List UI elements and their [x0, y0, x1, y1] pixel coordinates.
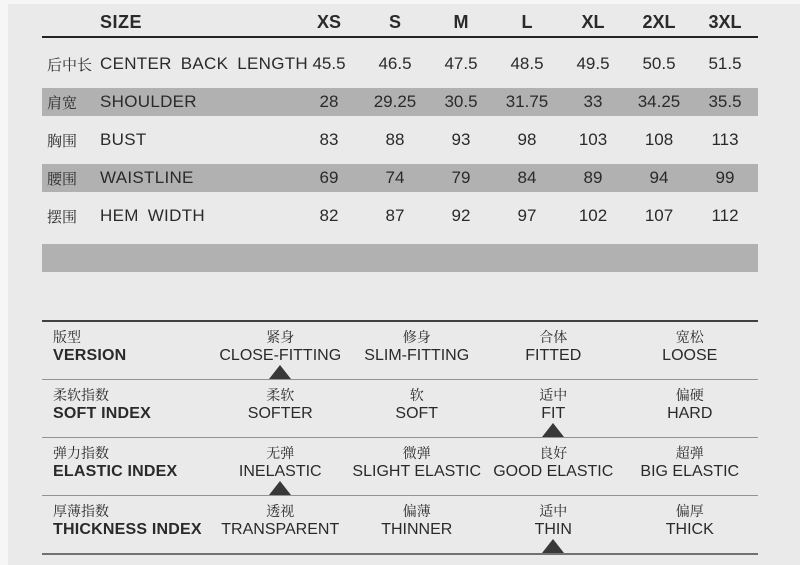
indicator-label: [42, 380, 212, 437]
option-cell: [349, 496, 486, 553]
option-cell: [212, 380, 349, 437]
size-value: 98: [517, 130, 537, 149]
size-value: 93: [451, 130, 471, 149]
size-value: 31.75: [505, 92, 549, 111]
option-cell: [485, 380, 622, 437]
column-header-m: M: [453, 11, 469, 32]
size-value: 34.25: [637, 92, 681, 111]
option-en: SOFT: [395, 405, 439, 422]
option-en: LOOSE: [662, 347, 718, 364]
option-cell: [485, 438, 622, 495]
indicator-label-zh: 柔软指数: [53, 387, 109, 403]
row-label-en: SHOULDER: [100, 92, 197, 111]
indicator-label-en: SOFT INDEX: [53, 405, 152, 422]
size-value: 82: [319, 206, 339, 225]
row-label-zh: 后中长: [47, 56, 93, 74]
size-value: 79: [451, 168, 471, 187]
option-zh: 紧身: [266, 329, 295, 345]
option-cell: [349, 322, 486, 379]
size-chart-table: [42, 8, 758, 272]
option-cell: [485, 496, 622, 553]
indicator-row-elastic-index: [42, 438, 758, 496]
option-zh: 良好: [539, 445, 568, 461]
size-value: 47.5: [444, 54, 478, 73]
size-value: 87: [385, 206, 405, 225]
size-row-waistline: [42, 164, 758, 192]
indicator-label-en: VERSION: [53, 347, 127, 364]
size-value: 30.5: [444, 92, 478, 111]
indicator-label: [42, 496, 212, 553]
size-value: 46.5: [378, 54, 412, 73]
size-value: 29.25: [373, 92, 417, 111]
selected-level-marker-icon: [542, 423, 564, 437]
size-value: 83: [319, 130, 339, 149]
row-label-en: WAISTLINE: [100, 168, 194, 187]
option-zh: 透视: [266, 503, 295, 519]
option-zh: 适中: [539, 387, 568, 403]
option-en: HARD: [667, 405, 713, 422]
row-label-en: HEM WIDTH: [100, 206, 205, 225]
option-en: GOOD ELASTIC: [493, 463, 614, 480]
size-row-bust: [42, 121, 758, 159]
option-cell: [349, 438, 486, 495]
size-value: 88: [385, 130, 405, 149]
option-en: THINNER: [381, 521, 453, 538]
option-en: TRANSPARENT: [221, 521, 340, 538]
size-value: 35.5: [708, 92, 742, 111]
indicator-label-en: THICKNESS INDEX: [53, 521, 202, 538]
option-en: CLOSE-FITTING: [219, 347, 342, 364]
size-value: 74: [385, 168, 405, 187]
size-value: 33: [583, 92, 603, 111]
option-zh: 偏薄: [402, 503, 431, 519]
size-value: 28: [319, 92, 339, 111]
size-row-shoulder: [42, 88, 758, 116]
selected-level-marker-icon: [269, 365, 291, 379]
indicator-row-version: [42, 322, 758, 380]
option-zh: 柔软: [266, 387, 295, 403]
option-zh: 合体: [539, 329, 568, 345]
size-value: 97: [517, 206, 537, 225]
option-zh: 宽松: [675, 329, 704, 345]
size-value: 102: [578, 206, 608, 225]
row-label-zh: 胸围: [47, 132, 78, 150]
option-en: BIG ELASTIC: [640, 463, 740, 480]
indicator-label-zh: 版型: [53, 329, 81, 345]
indicator-row-soft-index: [42, 380, 758, 438]
indicator-label-zh: 弹力指数: [53, 445, 109, 461]
option-en: SOFTER: [247, 405, 313, 422]
size-value: 112: [711, 206, 739, 225]
option-en: SLIGHT ELASTIC: [352, 463, 482, 480]
size-value: 113: [711, 130, 739, 149]
column-header-l: L: [521, 11, 533, 32]
column-header-s: S: [388, 11, 401, 32]
column-header-3xl: 3XL: [708, 11, 742, 32]
size-value: 108: [644, 130, 674, 149]
option-en: THIN: [534, 521, 572, 538]
size-value: 107: [644, 206, 674, 225]
size-value: 49.5: [576, 54, 610, 73]
row-label-zh: 腰围: [47, 170, 78, 188]
size-value: 89: [583, 168, 603, 187]
option-cell: [212, 496, 349, 553]
size-value: 99: [715, 168, 735, 187]
column-header-2xl: 2XL: [642, 11, 676, 32]
size-chart-header-row: [42, 8, 758, 38]
row-label-zh: 摆围: [47, 208, 78, 226]
size-value: 92: [451, 206, 471, 225]
size-value: 103: [578, 130, 608, 149]
size-value: 50.5: [642, 54, 676, 73]
size-value: 84: [517, 168, 537, 187]
option-en: FITTED: [525, 347, 582, 364]
indicator-row-thickness-index: [42, 496, 758, 555]
option-cell: [485, 322, 622, 379]
option-en: THICK: [665, 521, 714, 538]
page-edge-highlight-left: [0, 0, 8, 565]
indicator-label: [42, 322, 212, 379]
row-label-en: CENTER BACK LENGTH: [100, 54, 308, 73]
size-value: 51.5: [708, 54, 742, 73]
size-row-hem-width: [42, 197, 758, 235]
option-cell: [349, 380, 486, 437]
column-header-size: SIZE: [100, 11, 143, 32]
fabric-indicator-table: [42, 320, 758, 555]
option-zh: 适中: [539, 503, 568, 519]
option-cell: [212, 438, 349, 495]
column-header-xs: XS: [316, 11, 341, 32]
option-cell: [622, 438, 759, 495]
indicator-label-en: ELASTIC INDEX: [53, 463, 178, 480]
page-edge-highlight-top: [0, 0, 800, 4]
row-label-zh: 肩宽: [47, 94, 78, 112]
empty-shaded-bar: [42, 244, 758, 272]
header-gap: [42, 38, 758, 45]
size-value: 48.5: [510, 54, 544, 73]
option-zh: 超弹: [675, 445, 704, 461]
option-zh: 修身: [402, 329, 431, 345]
option-zh: 偏厚: [675, 503, 704, 519]
option-cell: [622, 322, 759, 379]
size-value: 45.5: [312, 54, 346, 73]
option-cell: [622, 380, 759, 437]
selected-level-marker-icon: [542, 539, 564, 553]
size-value: 69: [319, 168, 339, 187]
option-en: SLIM-FITTING: [364, 347, 470, 364]
indicator-label-zh: 厚薄指数: [53, 503, 109, 519]
size-row-center-back-length: [42, 45, 758, 83]
option-en: FIT: [541, 405, 566, 422]
indicator-label: [42, 438, 212, 495]
size-value: 94: [649, 168, 669, 187]
option-cell: [622, 496, 759, 553]
option-zh: 无弹: [266, 445, 295, 461]
option-zh: 软: [409, 387, 424, 403]
selected-level-marker-icon: [269, 481, 291, 495]
option-zh: 偏硬: [675, 387, 704, 403]
column-header-xl: XL: [581, 11, 605, 32]
option-zh: 微弹: [402, 445, 431, 461]
option-cell: [212, 322, 349, 379]
option-en: INELASTIC: [238, 463, 322, 480]
row-label-en: BUST: [100, 130, 147, 149]
